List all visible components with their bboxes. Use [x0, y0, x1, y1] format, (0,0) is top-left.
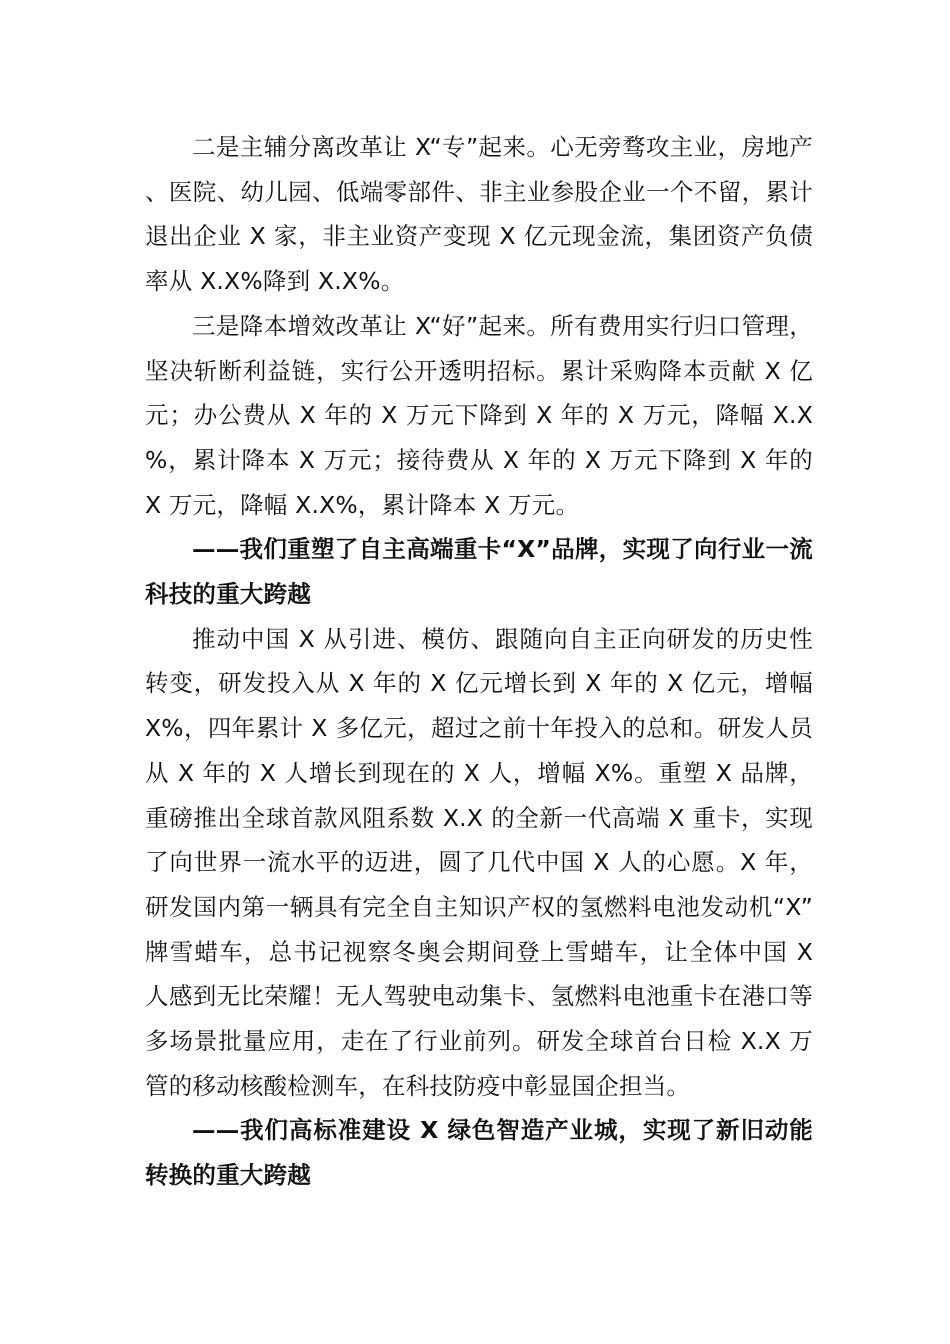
paragraph-main-auxiliary-separation: 二是主辅分离改革让 X“专”起来。心无旁骛攻主业，房地产、医院、幼儿园、低端零部件、非主业参股企业一个不留，累计退出企业 X 家，非主业资产变现 X 亿元现金流，集团资产负债率从 X.X%降到 X.X%。	[145, 133, 813, 296]
paragraph-rd-investment: 推动中国 X 从引进、模仿、跟随向自主正向研发的历史性转变，研发投入从 X 年的 X 亿元增长到 X 年的 X 亿元，增幅 X%，四年累计 X 多亿元，超过之前十年投入的总和。研发人员从 X 年的 X 人增长到现在的 X 人，增幅 X%。重塑 X 品牌，重磅推出全球首款风阻系数 X.X 的全新一代高端 X 重卡，实现了向世界一流水平的迈进，圆了几代中国 X 人的心愿。X 年，研发国内第一辆具有完全自主知识产权的氢燃料电池发动机“X”牌雪蜡车，总书记视察冬奥会期间登上雪蜡车，让全体中国 X 人感到无比荣耀！无人驾驶电动集卡、氢燃料电池重卡在港口等多场景批量应用，走在了行业前列。研发全球首台日检 X.X 万管的移动核酸检测车，在科技防疫中彰显国企担当。	[145, 624, 813, 1100]
section-heading-industrial-city: ——我们高标准建设 X 绿色智造产业城，实现了新旧动能转换的重大跨越	[145, 1116, 813, 1190]
paragraph-cost-reduction: 三是降本增效改革让 X“好”起来。所有费用实行归口管理，坚决斩断利益链，实行公开透明招标。累计采购降本贡献 X 亿元；办公费从 X 年的 X 万元下降到 X 年的 X 万元，降幅 X.X%，累计降本 X 万元；接待费从 X 年的 X 万元下降到 X 年的 X 万元，降幅 X.X%，累计降本 X 万元。	[145, 311, 813, 519]
section-heading-brand: ——我们重塑了自主高端重卡“X”品牌，实现了向行业一流科技的重大跨越	[145, 535, 813, 609]
document-body	[145, 125, 813, 1198]
